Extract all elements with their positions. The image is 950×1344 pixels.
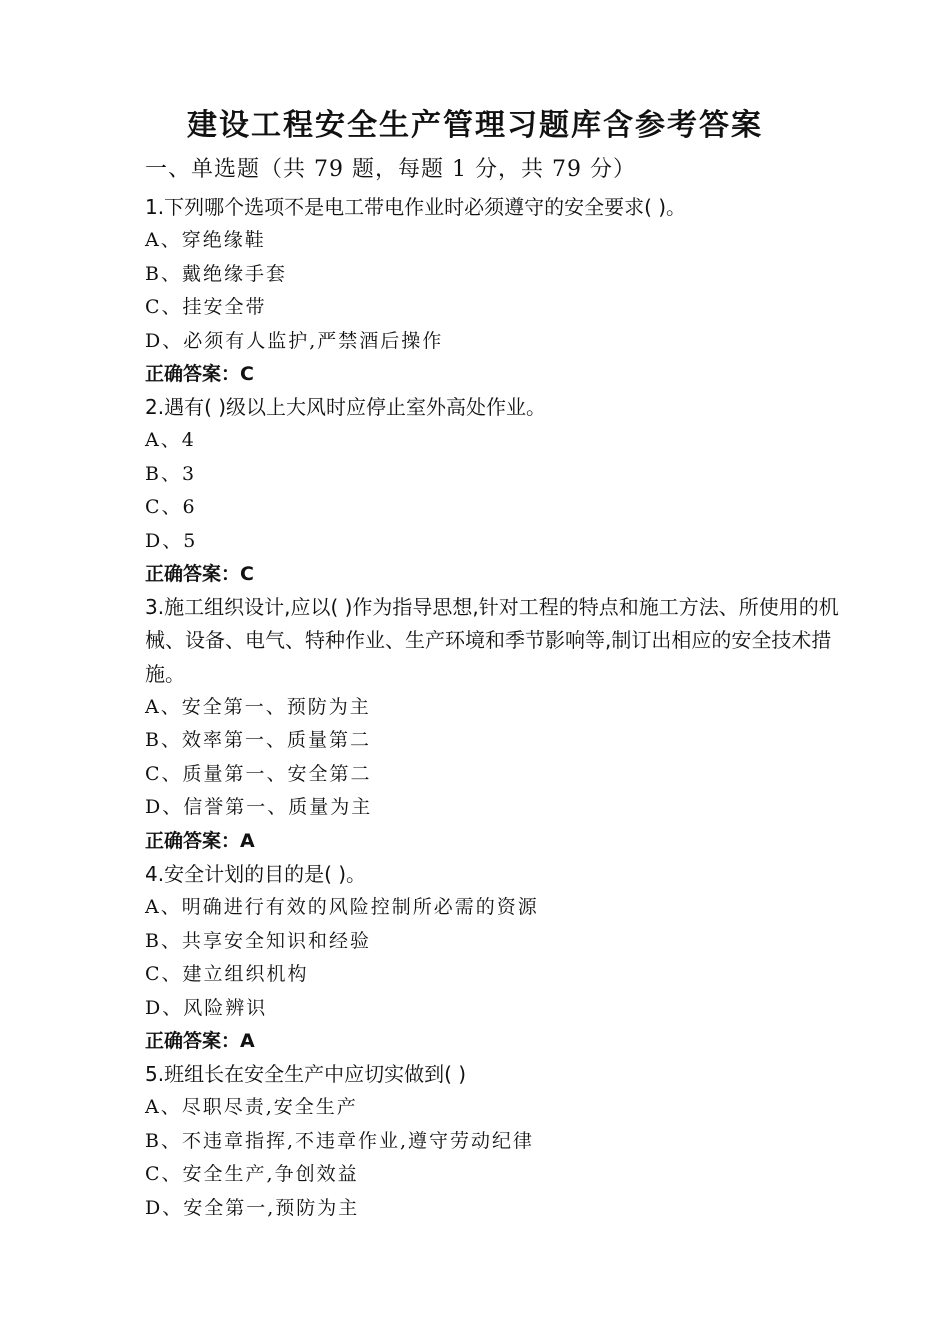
question-3: [145, 591, 845, 691]
correct-answer: 正确答案：C: [145, 562, 254, 585]
option-d: D、信誉第一、质量为主: [145, 796, 373, 819]
option-d: D、5: [145, 529, 198, 552]
option-c: C、安全生产,争创效益: [145, 1163, 359, 1186]
option-d: D、安全第一,预防为主: [145, 1196, 360, 1219]
option-c: C、质量第一、安全第二: [145, 762, 372, 785]
section-heading: 一、单选题（共 79 题，每题 1 分，共 79 分）: [145, 157, 636, 182]
option-a: A、尽职尽责,安全生产: [145, 1096, 358, 1119]
option-a: A、穿绝缘鞋: [145, 229, 266, 252]
document-title: 建设工程安全生产管理习题库含参考答案: [187, 108, 763, 143]
option-b: B、共享安全知识和经验: [145, 929, 371, 952]
option-a: A、明确进行有效的风险控制所必需的资源: [145, 896, 539, 919]
question-5: [145, 1058, 845, 1225]
correct-answer: 正确答案：A: [145, 829, 255, 852]
option-c: C、挂安全带: [145, 296, 267, 319]
option-b: B、不违章指挥,不违章作业,遵守劳动纪律: [145, 1129, 535, 1152]
correct-answer: 正确答案：A: [145, 1029, 255, 1052]
option-d: D、必须有人监护,严禁酒后操作: [145, 329, 444, 352]
question-4: [145, 858, 845, 1058]
option-c: C、6: [145, 496, 197, 519]
correct-answer: 正确答案：C: [145, 362, 254, 385]
question-2: [145, 391, 845, 591]
option-b: B、戴绝缘手套: [145, 262, 287, 285]
option-b: B、效率第一、质量第二: [145, 729, 371, 752]
option-a: A、安全第一、预防为主: [145, 696, 371, 718]
question-3-options: [145, 691, 845, 858]
option-a: A、4: [145, 429, 196, 452]
question-stem: 2.遇有( )级以上大风时应停止室外高处作业。: [145, 395, 547, 419]
option-b: B、3: [145, 462, 197, 485]
question-stem: 4.安全计划的目的是( )。: [145, 862, 367, 886]
question-stem: 3.施工组织设计,应以( )作为指导思想,针对工程的特点和施工方法、所使用的机械、设备、电气、特种作业、生产环境和季节影响等,制订出相应的安全技术措施。: [145, 595, 839, 686]
option-d: D、风险辨识: [145, 996, 268, 1019]
question-stem: 1.下列哪个选项不是电工带电作业时必须遵守的安全要求( )。: [145, 195, 687, 219]
option-c: C、建立组织机构: [145, 963, 309, 986]
question-stem: 5.班组长在安全生产中应切实做到( ): [145, 1062, 467, 1086]
question-1: [145, 191, 845, 391]
